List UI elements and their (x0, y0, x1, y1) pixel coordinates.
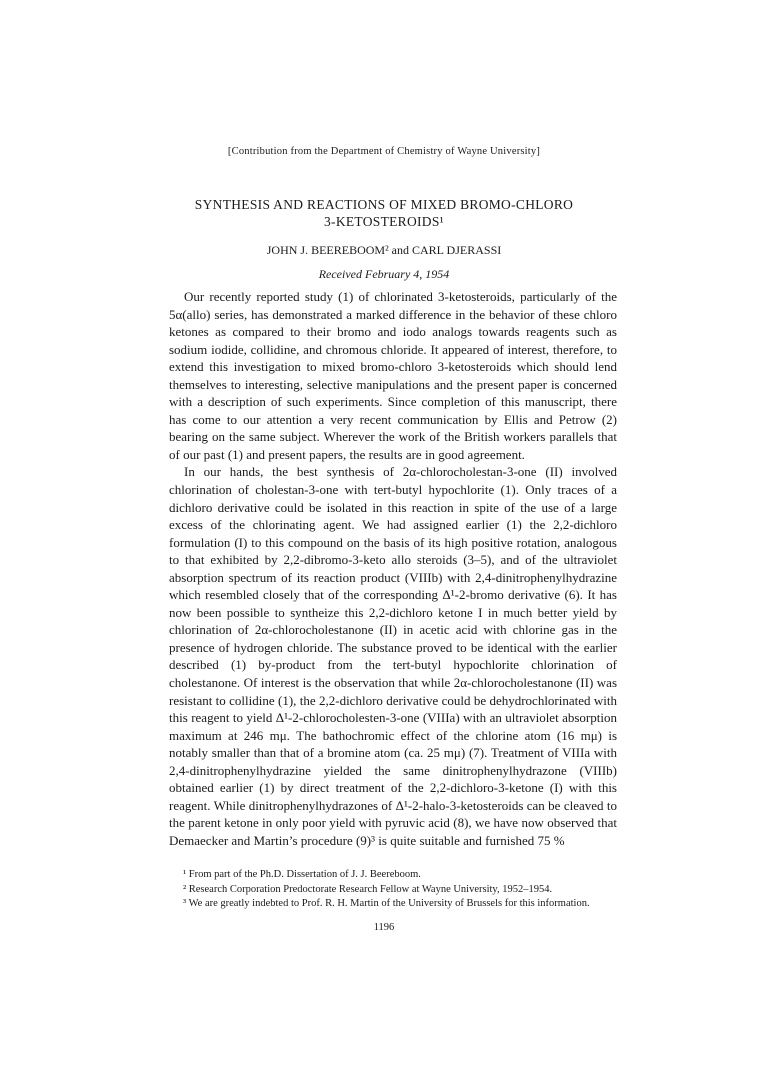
contribution-text: [Contribution from the Department of Chemistry of Wayne University] (227, 146, 541, 157)
article-title (0, 196, 768, 230)
author-line: JOHN J. BEEREBOOM² and CARL DJERASSI (266, 243, 502, 257)
title-line-2: 3-KETOSTEROIDS¹ (323, 214, 445, 229)
footnote-1: ¹ From part of the Ph.D. Dissertation of J. J. Beereboom. (183, 869, 421, 880)
received-date: Received February 4, 1954 (318, 267, 450, 281)
body-paragraph-2: In our hands, the best synthesis of 2α-chlorocholestan-3-one (II) involved chlorination of cholestan-3-one with tert-butyl hypochlorite (1). Only traces of a dichloro derivative could be isolated in this reaction in spite of the use of a large excess of the chlorinating agent. We had assigned earlier (1) the 2,2-dichloro formulation (I) to this compound on the basis of its high positive rotation, analogous to that exhibited by 2,2-dibromo-3-keto allo steroids (3–5), and of the ultraviolet absorption spectrum of its reaction product (VIIIb) with 2,4-dinitrophenylhydrazine which resembled closely that of the corresponding Δ¹-2-bromo derivative (6). It has now been possible to syntheize this 2,2-dichloro ketone I in much better yield by chlorination of 2α-chlorocholestanone (II) in acetic acid with chlorine gas in the presence of hydrogen chloride. The substance proved to be identical with the earlier described (1) by-product from the tert-butyl hypochlorite chlorination of cholestanone. Of interest is the observation that while 2α-chlorocholestanone (II) was resistant to collidine (1), the 2,2-dichloro derivative could be dehydrochlorinated with this reagent to yield Δ¹-2-chlorocholesten-3-one (VIIIa) with an ultraviolet absorption maximum at 246 mμ. The bathochromic effect of the chlorine atom (16 mμ) is notably smaller than that of a bromine atom (ca. 25 mμ) (7). Treatment of VIIIa with 2,4-dinitrophenylhydrazine yielded the same dinitrophenylhydrazone (VIIIb) obtained earlier (1) by direct treatment of the 2,2-dichloro-3-ketone (I) with this reagent. While dinitrophenylhydrazones of Δ¹-2-halo-3-ketosteroids can be cleaved to the parent ketone in only poor yield with pyruvic acid (8), we have now observed that Demaecker and Martin’s procedure (9)³ is quite suitable and furnished 75 % (169, 464, 617, 848)
footnote-2: ² Research Corporation Predoctorate Research Fellow at Wayne University, 1952–1954. (183, 883, 553, 895)
title-line-1: SYNTHESIS AND REACTIONS OF MIXED BROMO-CHLORO (194, 197, 574, 212)
article-body (169, 288, 617, 850)
footnote-3: ³ We are greatly indebted to Prof. R. H. Martin of the University of Brussels for this information. (183, 898, 590, 909)
page-number: 1196 (373, 922, 395, 933)
footnotes (169, 868, 617, 912)
body-paragraph-1: Our recently reported study (1) of chlorinated 3-ketosteroids, particularly of the 5α(allo) series, has demonstrated a marked difference in the behavior of these chloro ketones as compared to their bromo and iodo analogs towards reagents such as sodium iodide, collidine, and chromous chloride. It appeared of interest, therefore, to extend this investigation to mixed bromo-chloro 3-ketosteroids which should lend themselves to interesting, selective manipulations and the present paper is concerned with a description of such experiments. Since completion of this manuscript, there has come to our attention a very recent communication by Ellis and Petrow (2) bearing on the same subject. Wherever the work of the British workers parallels that of our past (1) and present papers, the results are in good agreement. (169, 289, 617, 462)
contribution-header (0, 146, 768, 157)
